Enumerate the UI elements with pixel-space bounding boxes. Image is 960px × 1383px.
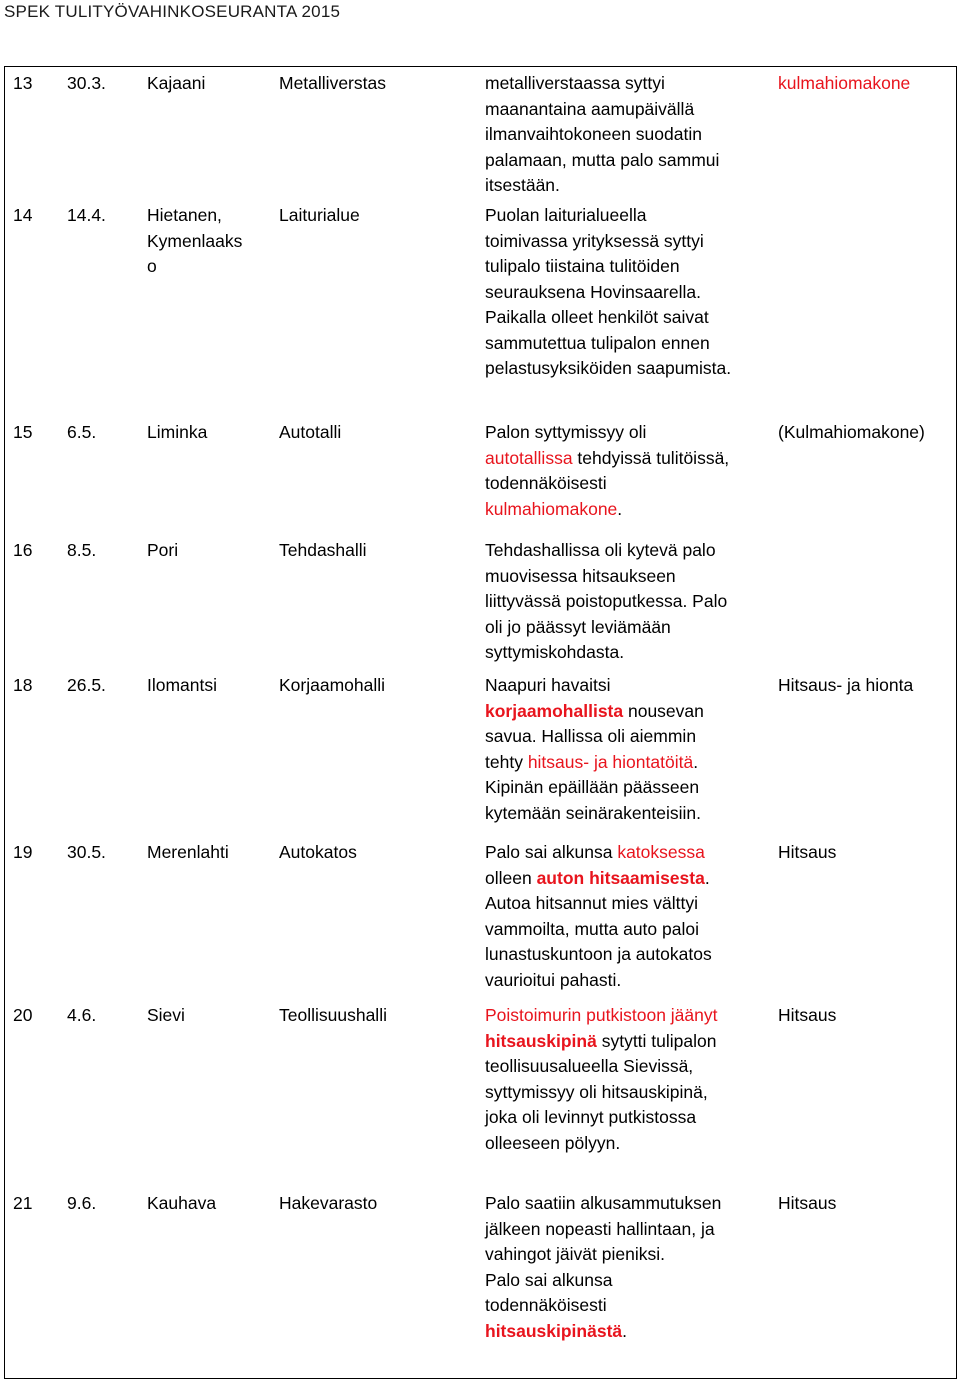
text-segment: savua. Hallissa oli aiemmin — [485, 726, 697, 746]
incident-number: 14 — [13, 205, 33, 225]
incident-date: 30.3. — [67, 73, 106, 93]
text-segment: Naapuri havaitsi — [485, 675, 611, 695]
text-segment: Palo sai alkunsa — [485, 1269, 613, 1290]
text-segment: Hitsaus — [778, 842, 837, 862]
incident-description — [485, 1003, 717, 1156]
incident-number: 13 — [13, 73, 33, 93]
incident-location — [147, 1191, 216, 1217]
text-segment: oli jo päässyt leviämään — [485, 616, 671, 637]
text-segment: . — [704, 867, 710, 888]
text-segment: todennäköisesti — [485, 473, 607, 493]
incident-description — [485, 1191, 721, 1344]
description-line — [485, 1080, 717, 1106]
incident-location — [147, 420, 207, 446]
text-segment: sammutettua tulipalon ennen — [485, 332, 710, 353]
text-segment: pelastusyksiköiden saapumista. — [485, 358, 732, 378]
description-line — [485, 699, 704, 725]
text-segment: itsestään. — [485, 175, 560, 195]
text-segment: Palon syttymissyy oli — [485, 422, 647, 442]
description-line — [485, 173, 719, 199]
description-line — [485, 1319, 721, 1345]
fire-cause — [778, 1003, 836, 1029]
text-segment: kulmahiomakone — [778, 73, 911, 93]
location-line: o — [147, 256, 157, 276]
text-segment: . — [693, 751, 699, 772]
text-segment: joka oli levinnyt putkistossa — [485, 1107, 697, 1127]
incident-date: 14.4. — [67, 205, 106, 225]
incident-description — [485, 673, 704, 826]
location-line: Hietanen, — [147, 205, 222, 225]
incident-location — [147, 203, 242, 280]
description-line — [485, 1131, 717, 1157]
text-segment: vahingot jäivät pieniksi. — [485, 1244, 665, 1264]
incident-number: 19 — [13, 842, 33, 862]
location-line: Liminka — [147, 422, 208, 442]
site-type: Metalliverstas — [279, 73, 386, 93]
text-segment: nousevan — [623, 700, 704, 721]
incident-location — [147, 840, 229, 866]
text-segment: auton hitsaamisesta — [536, 867, 705, 888]
fire-cause — [778, 673, 913, 699]
text-segment: muovisessa hitsaukseen — [485, 565, 676, 586]
text-segment: katoksessa — [617, 842, 705, 862]
text-segment: Palo saatiin alkusammutuksen — [485, 1193, 722, 1213]
text-segment: Kipinän epäillään päässeen — [485, 777, 700, 797]
text-segment: tehty — [485, 751, 528, 772]
text-segment: olleen — [485, 867, 537, 888]
incident-number: 20 — [13, 1005, 33, 1025]
incident-location — [147, 673, 217, 699]
description-line — [485, 1003, 717, 1029]
incident-date: 26.5. — [67, 675, 106, 695]
text-segment: Hitsaus — [778, 1193, 837, 1213]
text-segment: hitsaus- ja hiontatöitä — [527, 751, 694, 772]
text-segment: syttymiskohdasta. — [485, 642, 625, 662]
description-line — [485, 1217, 721, 1243]
text-segment: kulmahiomakone — [485, 498, 618, 519]
description-line — [485, 254, 731, 280]
text-segment: lunastuskuntoon ja autokatos — [485, 944, 712, 964]
text-segment: kytemään seinärakenteisiin. — [485, 802, 701, 823]
site-type: Hakevarasto — [279, 1193, 378, 1213]
location-line: Sievi — [147, 1005, 185, 1025]
incident-number: 18 — [13, 675, 33, 695]
site-type: Teollisuushalli — [279, 1005, 387, 1025]
site-type: Korjaamohalli — [279, 675, 386, 695]
incident-date: 9.6. — [67, 1193, 97, 1213]
location-line: Kauhava — [147, 1193, 217, 1213]
description-line — [485, 538, 727, 564]
description-line — [485, 148, 719, 174]
description-line — [485, 942, 712, 968]
location-line: Merenlahti — [147, 842, 229, 862]
incident-table — [4, 66, 957, 1379]
text-segment: (Kulmahiomakone) — [778, 422, 925, 442]
text-segment: syttymissyy oli hitsauskipinä, — [485, 1081, 708, 1102]
text-segment: metalliverstaassa syttyi — [485, 73, 665, 93]
description-line — [485, 1105, 717, 1131]
description-line — [485, 564, 727, 590]
text-segment: seurauksena Hovinsaarella. — [485, 281, 701, 302]
text-segment: hitsauskipinästä — [485, 1320, 623, 1341]
text-segment: Poistoimurin putkistoon jäänyt — [485, 1005, 718, 1025]
location-line: Kymenlaaks — [147, 230, 243, 251]
description-line — [485, 724, 704, 750]
text-segment: toimivassa yrityksessä syttyi — [485, 230, 704, 251]
description-line — [485, 891, 712, 917]
location-line: Ilomantsi — [147, 675, 218, 695]
incident-number: 15 — [13, 422, 33, 442]
incident-location — [147, 71, 205, 97]
description-line — [485, 640, 727, 666]
text-segment: Paikalla olleet henkilöt saivat — [485, 307, 709, 327]
location-line: Kajaani — [147, 73, 206, 93]
text-segment: . — [622, 1320, 628, 1341]
description-line — [485, 71, 719, 97]
description-line — [485, 840, 712, 866]
fire-cause — [778, 420, 925, 446]
incident-location — [147, 538, 178, 564]
text-segment: Palo sai alkunsa — [485, 842, 618, 862]
description-line — [485, 122, 719, 148]
description-line — [485, 673, 704, 699]
text-segment: Hitsaus- ja hionta — [778, 675, 914, 695]
incident-description — [485, 840, 712, 993]
text-segment: liittyvässä poistoputkessa. Palo — [485, 591, 728, 611]
description-line — [485, 775, 704, 801]
text-segment: palamaan, mutta palo sammui — [485, 149, 720, 170]
description-line — [485, 203, 731, 229]
text-segment: sytytti tulipalon — [596, 1030, 717, 1051]
fire-cause — [778, 1191, 836, 1217]
text-segment: Autoa hitsannut mies välttyi — [485, 893, 699, 913]
text-segment: korjaamohallista — [485, 700, 624, 721]
description-line — [485, 866, 712, 892]
description-line — [485, 280, 731, 306]
description-line — [485, 97, 719, 123]
description-line — [485, 1293, 721, 1319]
incident-description — [485, 203, 731, 382]
incident-date: 30.5. — [67, 842, 106, 862]
incident-date: 8.5. — [67, 540, 97, 560]
description-line — [485, 1191, 721, 1217]
incident-number: 16 — [13, 540, 33, 560]
text-segment: todennäköisesti — [485, 1295, 607, 1315]
description-line — [485, 229, 731, 255]
description-line — [485, 446, 729, 472]
text-segment: hitsauskipinä — [485, 1030, 597, 1051]
description-line — [485, 1054, 717, 1080]
text-segment: vaurioitui pahasti. — [485, 969, 622, 990]
incident-date: 4.6. — [67, 1005, 97, 1025]
incident-description — [485, 420, 729, 522]
incident-date: 6.5. — [67, 422, 97, 442]
site-type: Tehdashalli — [279, 540, 367, 560]
description-line — [485, 750, 704, 776]
description-line — [485, 968, 712, 994]
description-line — [485, 1029, 717, 1055]
description-line — [485, 305, 731, 331]
description-line — [485, 420, 729, 446]
description-line — [485, 801, 704, 827]
text-segment: Hitsaus — [778, 1005, 837, 1025]
description-line — [485, 917, 712, 943]
description-line — [485, 1268, 721, 1294]
text-segment: tehdyissä tulitöissä, — [572, 447, 730, 468]
description-line — [485, 356, 731, 382]
site-type: Autokatos — [279, 842, 357, 862]
text-segment: jälkeen nopeasti hallintaan, ja — [485, 1218, 715, 1239]
text-segment: Puolan laiturialueella — [485, 205, 647, 225]
text-segment: teollisuusalueella Sievissä, — [485, 1056, 694, 1076]
description-line — [485, 1242, 721, 1268]
description-line — [485, 615, 727, 641]
text-segment: maanantaina aamupäivällä — [485, 98, 695, 119]
text-segment: Tehdashallissa oli kytevä palo — [485, 540, 716, 560]
incident-description — [485, 71, 719, 199]
description-line — [485, 471, 729, 497]
text-segment: ilmanvaihtokoneen suodatin — [485, 124, 702, 144]
site-type: Autotalli — [279, 422, 342, 442]
location-line: Pori — [147, 540, 179, 560]
page-header: SPEK TULITYÖVAHINKOSEURANTA 2015 — [4, 2, 341, 21]
site-type: Laiturialue — [279, 205, 360, 225]
text-segment: autotallissa — [485, 447, 573, 468]
incident-location — [147, 1003, 185, 1029]
incident-description — [485, 538, 727, 666]
text-segment: tulipalo tiistaina tulitöiden — [485, 256, 680, 276]
description-line — [485, 497, 729, 523]
fire-cause — [778, 71, 910, 97]
description-line — [485, 589, 727, 615]
text-segment: . — [617, 498, 623, 519]
incident-number: 21 — [13, 1193, 33, 1213]
text-segment: vammoilta, mutta auto paloi — [485, 918, 699, 939]
text-segment: olleeseen pölyyn. — [485, 1132, 621, 1153]
description-line — [485, 331, 731, 357]
fire-cause — [778, 840, 836, 866]
